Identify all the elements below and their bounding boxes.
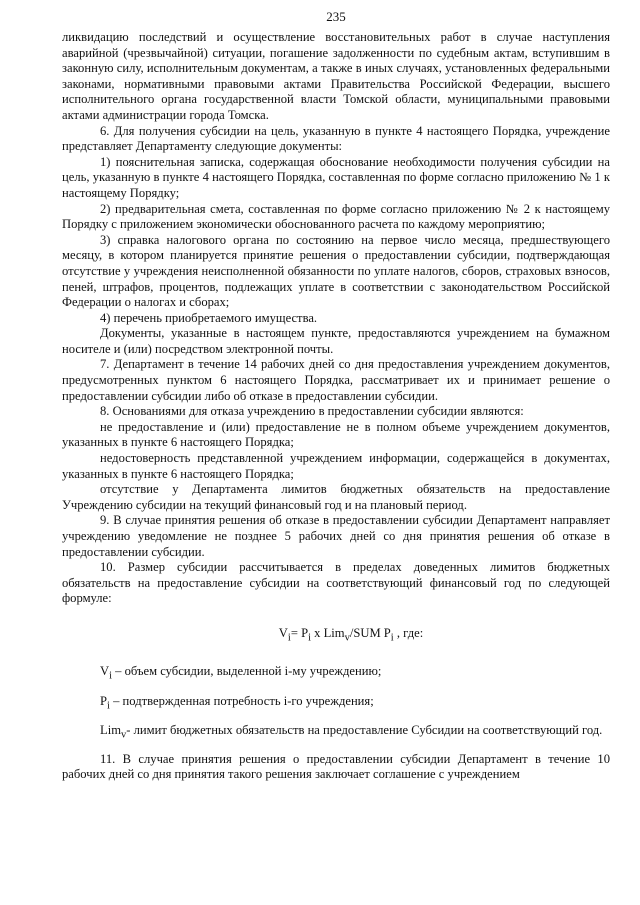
legend-subscript: v	[121, 729, 127, 741]
legend-text: – объем субсидии, выделенной i-му учреждению;	[112, 664, 382, 679]
list-item-2: 2) предварительная смета, составленная по форме согласно приложению № 2 к настоящему Порядку с приложением экономически обоснованного расчета по каждому мероприятию;	[62, 201, 610, 232]
formula-sub-i-1: i	[287, 632, 291, 644]
subsidy-formula	[62, 625, 610, 647]
paragraph-6: 6. Для получения субсидии на цель, указанную в пункте 4 настоящего Порядка, учреждение представляет Департаменту следующие документы:	[62, 123, 610, 154]
formula-tail: , где:	[393, 625, 424, 640]
paragraph-continuation: ликвидацию последствий и осуществление восстановительных работ в случае наступления аварийной (чрезвычайной) ситуации, погашение задолженности по судебным актам, вступившим в законную силу, исполнительным документам, а также в иных случаях, установленных федеральными законами, нормативными правовыми актами Правительства Российской Федерации, высшего исполнительного органа государственной власти Томской области, муниципальными правовыми актами администрации города Томска.	[62, 30, 610, 122]
legend-subscript: i	[107, 700, 110, 712]
legend-limv	[62, 723, 610, 743]
list-item-4: 4) перечень приобретаемого имущества.	[100, 310, 318, 325]
formula-eq: = P	[290, 625, 309, 640]
legend-pi	[62, 694, 610, 714]
legend-vi	[62, 664, 610, 684]
page-number: 235	[326, 9, 346, 24]
refusal-ground-2: недостоверность представленной учреждением информации, содержащейся в документах, указанных в пункте 6 настоящего Порядка;	[62, 451, 610, 481]
list-item-3: 3) справка налогового органа по состоянию на первое число месяца, предшествующего месяцу, в котором планируется принятие решения о предоставлении субсидии, подтверждающая отсутствие у учреждения неисполненной обязанности по уплате налогов, сборов, страховых взносов, пеней, штрафов, процентов, подлежащих уплате в соответствии с законодательством Российской Федерации о налогах и сборах;	[62, 232, 610, 310]
paragraph-10: 10. Размер субсидии рассчитывается в пределах доведенных лимитов бюджетных обязательств на предоставление субсидии на соответствующий финансовый год по следующей формуле:	[62, 560, 610, 606]
legend-text: – подтвержденная потребность i-го учреждения;	[109, 693, 374, 708]
formula-sub-i-3: i	[390, 632, 394, 644]
refusal-ground-1: не предоставление и (или) предоставление не в полном объеме учреждением документов, указанных в пункте 6 настоящего Порядка;	[62, 419, 610, 450]
formula-lim: x Lim	[311, 625, 345, 640]
legend-symbol: V	[100, 664, 110, 679]
formula-sub-v: v	[344, 632, 350, 644]
paragraph-11: 11. В случае принятия решения о предоставлении субсидии Департамент в течение 10 рабочих дней со дня принятия такого решения заключает соглашение с учреждением	[62, 751, 610, 782]
refusal-ground-3: отсутствие у Департамента лимитов бюджетных обязательств на предоставление Учреждению субсидии на текущий финансовый год и на плановый период.	[62, 482, 610, 512]
paragraph-documents: Документы, указанные в настоящем пункте, предоставляются учреждением на бумажном носителе и (или) посредством электронной почты.	[62, 326, 610, 356]
legend-symbol: P	[100, 693, 108, 708]
paragraph-8: 8. Основаниями для отказа учреждению в предоставлении субсидии являются:	[100, 404, 524, 419]
formula-sub-i-2: i	[308, 632, 311, 644]
document-page	[62, 8, 610, 783]
formula-sum: /SUM P	[349, 625, 391, 640]
formula-v: V	[278, 625, 288, 640]
paragraph-7: 7. Департамент в течение 14 рабочих дней со дня предоставления учреждением документов, предусмотренных пунктом 6 настоящего Порядка, рассматривает их и принимает решение о предоставлении субсидии либо об отказе в предоставлении субсидии.	[62, 357, 610, 403]
paragraph-9: 9. В случае принятия решения об отказе в предоставлении субсидии Департамент направляет учреждению уведомление не позднее 5 рабочих дней со дня принятия решения об отказе в предоставлении субсидии.	[62, 513, 610, 559]
legend-subscript: i	[109, 671, 113, 682]
legend-symbol: Lim	[100, 722, 121, 737]
legend-text: - лимит бюджетных обязательств на предоставление Субсидии на соответствующий год.	[126, 722, 603, 737]
list-item-1: 1) пояснительная записка, содержащая обоснование необходимости получения субсидии на цель, указанную в пункте 4 настоящего Порядка, составленная по форме согласно приложению № 1 к настоящему Порядку;	[62, 154, 610, 200]
